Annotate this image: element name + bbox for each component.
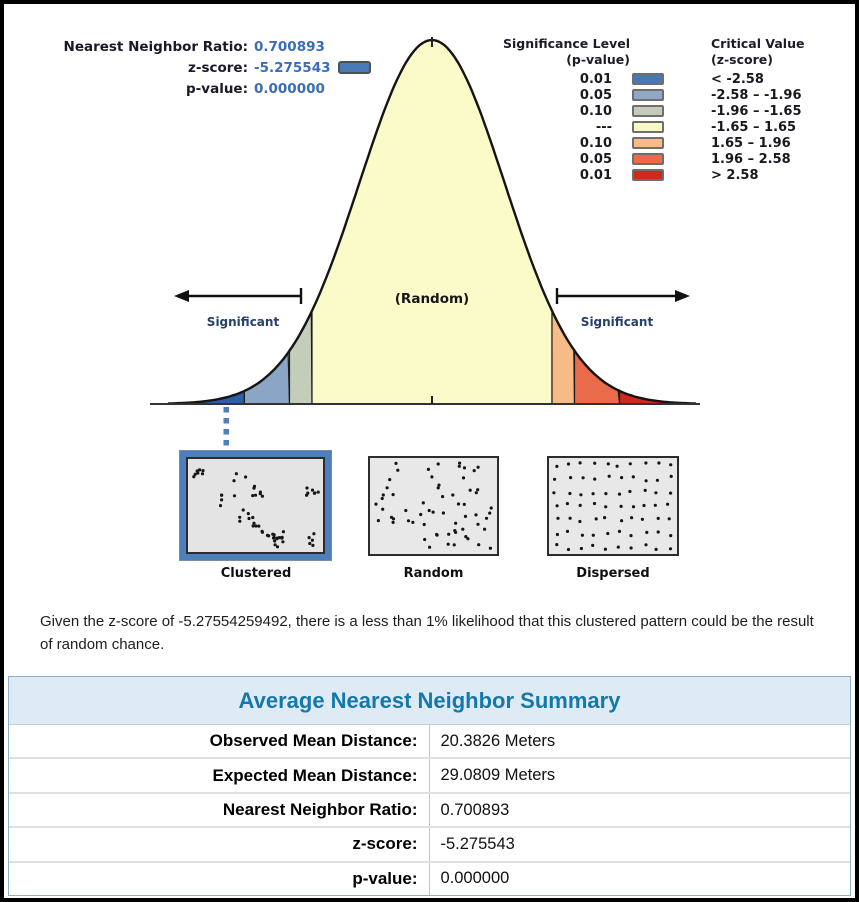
summary-table-row: [9, 757, 850, 791]
legend-color-swatch: [632, 73, 664, 85]
stats-block: [40, 36, 371, 99]
legend-z-range: < -2.58: [711, 72, 764, 87]
significant-arrow: [557, 288, 690, 304]
cluster-pointer-dash: [224, 440, 230, 446]
summary-table-row: [9, 861, 850, 895]
legend-color-swatch: [632, 153, 664, 165]
legend-z-range: -1.65 – 1.65: [711, 120, 797, 135]
stat-label: Nearest Neighbor Ratio:: [63, 38, 248, 55]
pattern-clustered-swatch: [186, 457, 325, 554]
pattern-dispersed-box: [547, 456, 679, 556]
legend-critical-title: Critical Value: [711, 36, 805, 51]
legend-color-swatch: [632, 105, 664, 117]
summary-table-body: [9, 725, 850, 895]
legend-color-swatch: [632, 89, 664, 101]
stat-value: 0.700893: [254, 38, 325, 55]
cluster-pointer-dash: [224, 407, 230, 413]
legend-p-value: 0.01: [579, 168, 612, 183]
legend-significance-title: Significance Level: [502, 36, 630, 51]
legend-z-range: 1.65 – 1.96: [711, 136, 791, 151]
significant-arrow: [174, 288, 301, 304]
legend-p-value: 0.10: [579, 104, 612, 119]
summary-row-label: p-value:: [9, 863, 430, 895]
pattern-clustered-box: [180, 451, 331, 560]
legend-pvalue-subtitle: (p-value): [566, 52, 630, 67]
summary-row-value: 29.0809 Meters: [440, 766, 556, 785]
pattern-dots: [370, 458, 497, 554]
stat-row: [40, 78, 371, 99]
summary-row-label: Nearest Neighbor Ratio:: [9, 794, 430, 826]
summary-table-row: [9, 725, 850, 757]
legend-critical-header: [711, 36, 859, 68]
summary-table-row: [9, 792, 850, 826]
significant-right-label: Significant: [580, 315, 654, 329]
summary-row-value: 20.3826 Meters: [440, 731, 556, 750]
legend-p-value: 0.05: [579, 152, 612, 167]
summary-table-row: [9, 826, 850, 860]
stat-row: [40, 36, 371, 57]
summary-row-label: Observed Mean Distance:: [9, 725, 430, 757]
legend-color-swatch: [632, 121, 664, 133]
summary-row-value: 0.700893: [440, 800, 510, 819]
legend-p-value: ---: [595, 120, 612, 135]
pattern-dispersed-label: Dispersed: [576, 566, 650, 581]
legend-z-range: 1.96 – 2.58: [711, 152, 791, 167]
random-region-label: (Random): [394, 291, 470, 307]
pattern-clustered-label: Clustered: [220, 566, 292, 581]
pattern-dots: [549, 458, 677, 554]
pattern-random-label: Random: [403, 566, 464, 581]
z-score-swatch: [338, 61, 371, 74]
stat-value: 0.000000: [254, 80, 325, 97]
legend-z-range: -2.58 – -1.96: [711, 88, 802, 103]
legend-z-range: > 2.58: [711, 168, 759, 183]
legend-p-value: 0.10: [579, 136, 612, 151]
legend-zscore-subtitle: (z-score): [711, 52, 773, 67]
summary-row-label: z-score:: [9, 828, 430, 860]
pattern-random-box: [368, 456, 499, 556]
summary-row-value: -5.275543: [440, 834, 515, 853]
stat-row: [40, 57, 371, 78]
stat-label: z-score:: [188, 59, 248, 76]
summary-table-title: Average Nearest Neighbor Summary: [9, 677, 850, 725]
legend-color-swatch: [632, 169, 664, 181]
result-caption: Given the z-score of -5.27554259492, there is a less than 1% likelihood that this clustered pattern could be the result of random chance.: [40, 613, 814, 653]
significance-legend: [497, 72, 859, 183]
pattern-dots: [188, 459, 323, 552]
significant-left-label: Significant: [206, 315, 280, 329]
stat-value: -5.275543: [254, 59, 331, 76]
cluster-pointer-dash: [224, 429, 230, 435]
legend-z-range: -1.96 – -1.65: [711, 104, 802, 119]
summary-table: [8, 676, 851, 896]
stat-label: p-value:: [186, 80, 248, 97]
cluster-pointer-dash: [224, 418, 230, 424]
legend-p-value: 0.05: [579, 88, 612, 103]
summary-row-label: Expected Mean Distance:: [9, 759, 430, 791]
legend-significance-header: [497, 36, 630, 68]
summary-row-value: 0.000000: [440, 869, 510, 888]
legend-p-value: 0.01: [579, 72, 612, 87]
legend-color-swatch: [632, 137, 664, 149]
